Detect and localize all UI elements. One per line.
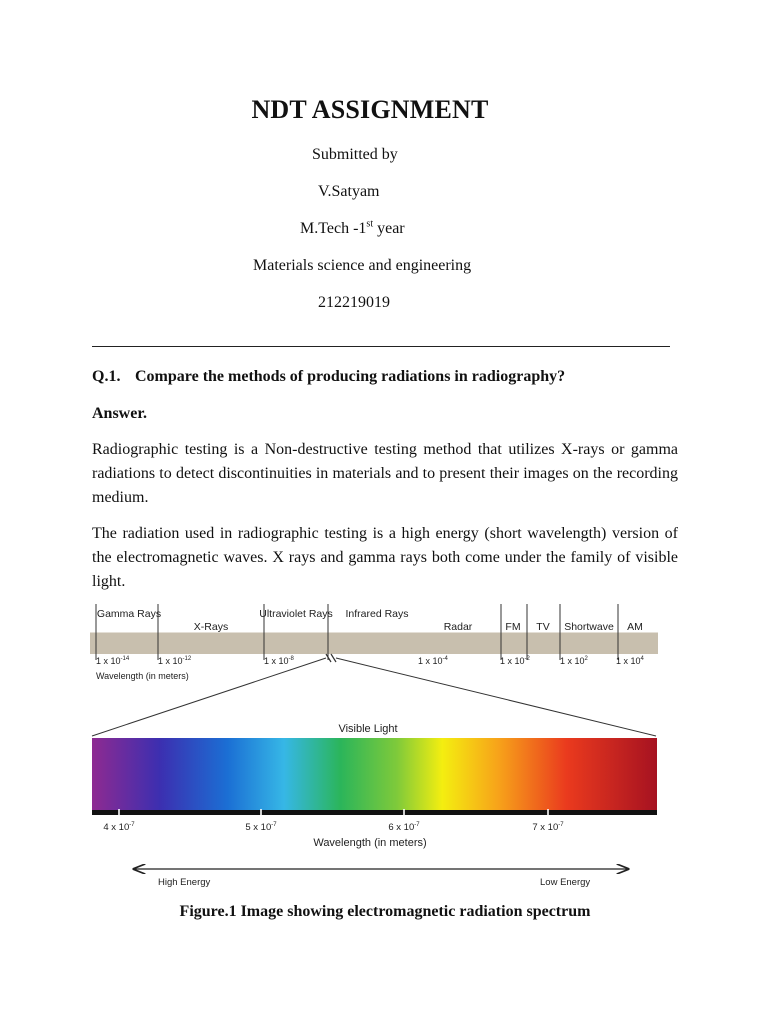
band-gamma-label: Gamma Rays <box>96 608 162 620</box>
band-ultraviolet-label: Ultraviolet Rays <box>259 608 333 620</box>
student-name: V.Satyam <box>318 183 380 200</box>
tick-1e2: 1 x $10^2$ <box>560 656 588 666</box>
high-energy-label: High Energy <box>158 877 211 888</box>
band-xrays-label: X-Rays <box>193 621 229 633</box>
band-am-label: AM <box>627 621 643 633</box>
paragraph-2: The radiation used in radiographic testing is a high energy (short wavelength) version of the electromagnetic waves. X rays and gamma rays both come under the family of visible light. <box>92 525 678 590</box>
band-tv-label: TV <box>536 621 550 633</box>
visible-spectrum-bar <box>92 738 657 814</box>
page-title: NDT ASSIGNMENT <box>251 95 489 124</box>
question-number: Q.1. <box>92 368 121 385</box>
low-energy-label: Low Energy <box>540 877 591 888</box>
em-spectrum-figure <box>88 600 668 896</box>
visible-tick-5e-7: 5 x $10^{-7}$ <box>245 822 277 833</box>
band-fm-label: FM <box>505 621 521 633</box>
band-radar-label: Radar <box>443 621 473 633</box>
department: Materials science and engineering <box>253 257 472 274</box>
question-1 <box>92 368 565 386</box>
program-prefix: M.Tech -1 <box>300 220 367 237</box>
band-bar <box>90 632 658 654</box>
program-year <box>300 220 405 238</box>
visible-light-label: Visible Light <box>338 723 398 735</box>
divider-line <box>92 346 670 347</box>
tick-1e-8: 1 x $10^{-8}$ <box>264 656 294 666</box>
visible-tick-6e-7: 6 x $10^{-7}$ <box>388 822 420 833</box>
submitted-by-label: Submitted by <box>312 146 398 163</box>
paragraph-1: Radiographic testing is a Non-destructive testing method that utilizes X-rays or gamma radiations to detect discontinuities in materials and to present their images on the recording medium. <box>92 441 678 506</box>
tick-1e-2: 1 x $10^{-2}$ <box>500 656 530 666</box>
wavelength-label-top: Wavelength (in meters) <box>96 671 189 681</box>
visible-tick-4e-7: 4 x $10^{-7}$ <box>103 822 135 833</box>
program-sup: st <box>366 218 374 230</box>
roll-number: 212219019 <box>318 294 390 311</box>
visible-tick-7e-7: 7 x $10^{-7}$ <box>532 822 564 833</box>
wavelength-label-bottom: Wavelength (in meters) <box>313 837 427 849</box>
band-infrared-label: Infrared Rays <box>345 608 409 620</box>
tick-1e4: 1 x $10^4$ <box>616 656 644 666</box>
band-shortwave-label: Shortwave <box>564 621 614 633</box>
tick-1e-14: 1 x $10^{-14}$ <box>96 656 130 666</box>
question-text: Compare the methods of producing radiations in radiography? <box>135 368 566 385</box>
tick-1e-12: 1 x $10^{-12}$ <box>158 656 192 666</box>
tick-1e-4: 1 x $10^{-4}$ <box>418 656 448 666</box>
program-suffix: year <box>373 220 405 237</box>
figure-caption: Figure.1 Image showing electromagnetic radiation spectrum <box>179 903 591 920</box>
answer-label: Answer. <box>92 405 147 422</box>
